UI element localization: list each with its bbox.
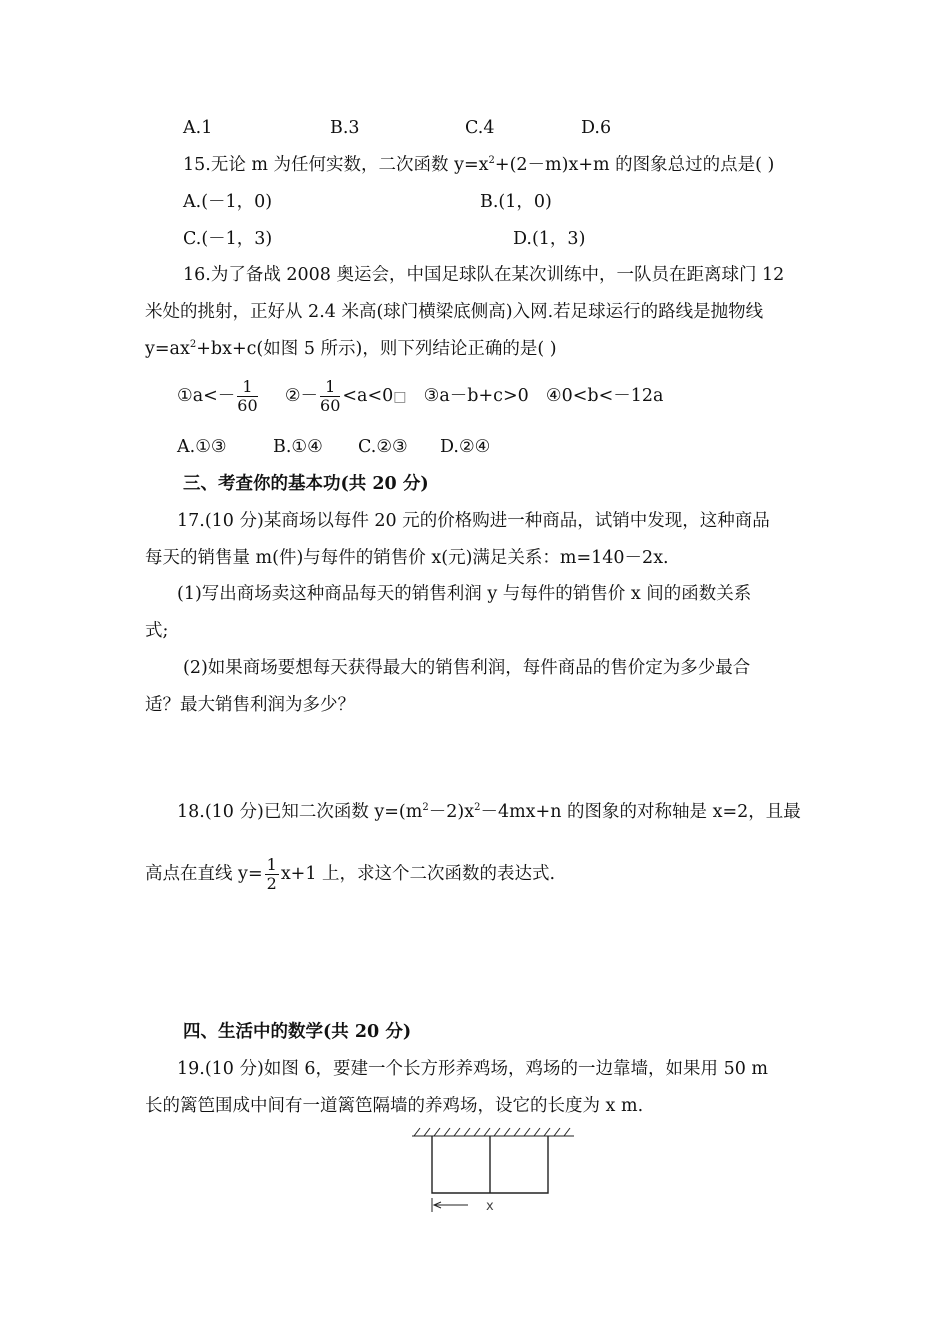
q16-option-c: C.②③ xyxy=(358,437,408,457)
q16-option-a: A.①③ xyxy=(177,437,227,457)
q17-part2-line1: (2)如果商场要想每天获得最大的销售利润，每件商品的售价定为多少最合 xyxy=(183,658,751,678)
q15-option-b: B.(1，0) xyxy=(480,192,552,212)
length-arrow xyxy=(432,1198,468,1212)
q18-line1 xyxy=(177,801,801,823)
q19-line1: 19.(10 分)如图 6，要建一个长方形养鸡场，鸡场的一边靠墙，如果用 50 m xyxy=(177,1059,768,1079)
q17-part2-line2: 适？最大销售利润为多少？ xyxy=(145,695,355,715)
q16-option-d: D.②④ xyxy=(440,437,491,457)
q16-conditions xyxy=(177,374,663,419)
q14-option-a: A.1 xyxy=(183,118,213,138)
q18-sup2: 2 xyxy=(474,802,481,813)
q15-option-a: A.(－1，0) xyxy=(183,192,273,212)
q16-frac1-num: 1 xyxy=(237,378,257,397)
q16-cond2: ②－ xyxy=(284,386,319,406)
wall-hatching xyxy=(412,1128,574,1136)
q18-line2-post: x+1 上，求这个二次函数的表达式. xyxy=(280,864,556,884)
q15-option-d: D.(1，3) xyxy=(513,229,586,249)
q15-stem xyxy=(183,154,774,176)
q16-cond1: ①a<－ xyxy=(177,386,236,406)
fence-outline xyxy=(432,1136,548,1193)
q18-frac-num: 1 xyxy=(266,855,277,874)
q16-frac1 xyxy=(237,378,257,415)
q16-cond4: ④0<b<－12a xyxy=(545,386,664,406)
q16-line3-post: +bx+c(如图 5 所示)，则下列结论正确的是( ) xyxy=(196,339,557,359)
q14-option-b: B.3 xyxy=(330,118,360,138)
q15-option-c: C.(－1，3) xyxy=(183,229,273,249)
q18-line2-pre: 高点在直线 y= xyxy=(145,864,263,884)
q15-stem-pre: 15.无论 m 为任何实数，二次函数 y=x xyxy=(183,155,489,175)
q17-part1-line1: (1)写出商场卖这种商品每天的销售利润 y 与每件的销售价 x 间的函数关系 xyxy=(177,584,752,604)
section4-title: 四、生活中的数学(共 20 分) xyxy=(183,1022,412,1042)
q18-sup1: 2 xyxy=(422,802,429,813)
q18-mid: －2)x xyxy=(428,802,475,822)
q18-frac-den: 2 xyxy=(266,874,277,893)
q17-line2: 每天的销售量 m(件)与每件的销售价 x(元)满足关系：m=140－2x. xyxy=(145,548,669,568)
figure-6-chicken-farm xyxy=(410,1126,580,1216)
q19-line2: 长的篱笆围成中间有一道篱笆隔墙的养鸡场，设它的长度为 x m. xyxy=(145,1096,644,1116)
q16-line3 xyxy=(145,338,557,360)
q16-frac2-num: 1 xyxy=(320,378,340,397)
q16-frac2 xyxy=(320,378,340,415)
q16-line3-pre: y=ax xyxy=(145,339,190,359)
q16-cond2-post: <a<0 xyxy=(342,386,394,406)
q16-line1: 16.为了备战 2008 奥运会，中国足球队在某次训练中，一队员在距离球门 12 xyxy=(183,265,785,285)
section3-title: 三、考查你的基本功(共 20 分) xyxy=(183,474,429,494)
q14-option-d: D.6 xyxy=(581,118,612,138)
q16-line3-sup: 2 xyxy=(189,339,197,350)
q18-post: －4mx+n 的图象的对称轴是 x=2，且最 xyxy=(480,802,801,822)
q18-pre: 18.(10 分)已知二次函数 y=(m xyxy=(177,802,423,822)
q18-frac xyxy=(265,856,279,893)
q17-part1-line2: 式; xyxy=(145,621,169,641)
q16-frac1-den: 60 xyxy=(237,396,258,415)
q18-line2 xyxy=(145,852,555,896)
q17-line1: 17.(10 分)某商场以每件 20 元的价格购进一种商品，试销中发现，这种商品 xyxy=(177,511,770,531)
q16-frac2-den: 60 xyxy=(320,396,341,415)
q16-box-glyph: □ xyxy=(393,389,407,405)
q15-stem-sup: 2 xyxy=(488,155,495,166)
q15-stem-post: +(2－m)x+m 的图象总过的点是( ) xyxy=(494,155,775,175)
q14-option-c: C.4 xyxy=(465,118,495,138)
length-label-x: x xyxy=(486,1199,494,1214)
q16-cond3: ③a－b+c>0 xyxy=(423,386,529,406)
q16-line2: 米处的挑射，正好从 2.4 米高(球门横梁底侧高)入网.若足球运行的路线是抛物线 xyxy=(145,302,764,322)
q16-option-b: B.①④ xyxy=(273,437,323,457)
